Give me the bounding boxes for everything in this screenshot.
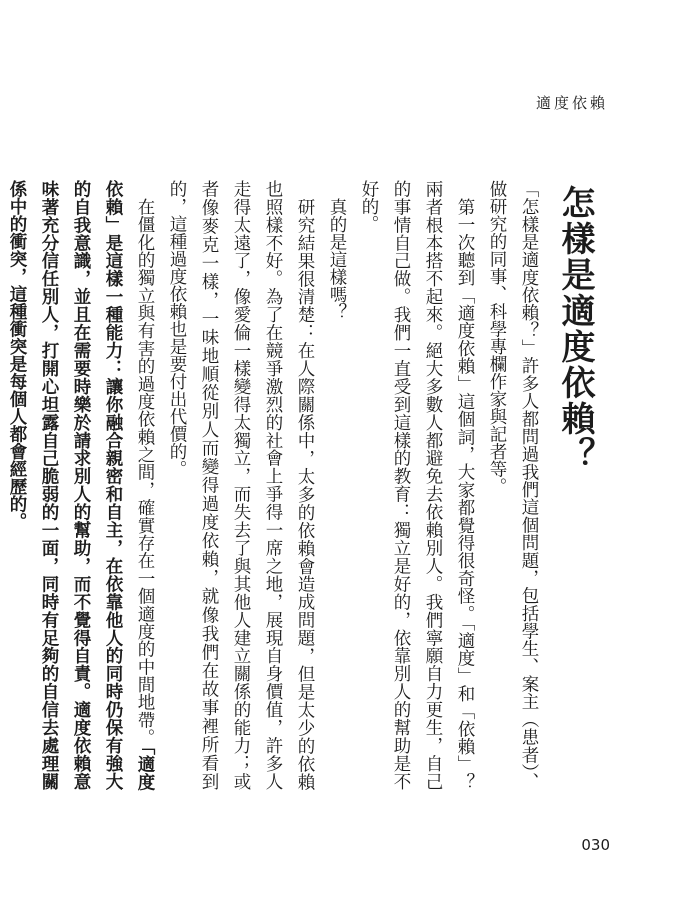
paragraph-5 bbox=[1, 180, 161, 790]
running-header: 適度依賴 bbox=[535, 94, 608, 112]
body-text bbox=[7, 180, 545, 791]
paragraph-6 bbox=[0, 180, 1, 790]
paragraph-5-lead: 在僵化的獨立與有害的過度依賴之間，確實存在一個適度的中間地帶。 bbox=[135, 197, 155, 746]
paragraph-4: 研究結果很清楚：在人際關係中，太多的依賴會造成問題，但是太少的依賴也照樣不好。為了在競爭激烈的社會上爭得一席之地，展現自身價值，許多人走得太遠了，像愛倫一樣變得太獨立，而失去了與其他人建立關係的能力；或者像麥克一樣，一味地順從別人而變得過度依賴，就像我們在故事裡所看到的，這種過度依賴也是要付出代價的。 bbox=[167, 180, 315, 790]
paragraph-5-emphasis: 「適度依賴」是這樣一種能力：讓你融合親密和自主，在依靠他人的同時仍保有強大的自我意識，並且在需要時樂於請求別人的幫助，而不覺得自責。適度依賴意味著充分信任別人，打開心坦露自己脆弱的一面，同時有足夠的自信去處理關係中的衝突，這種衝突是每個人都會經歷的。 bbox=[7, 180, 155, 791]
page-number: 030 bbox=[581, 836, 610, 854]
paragraph-1: 「怎樣是適度依賴？」許多人都問過我們這個問題，包括學生、案主（患者）、做研究的同事、科學專欄作家與記者等。 bbox=[487, 180, 539, 790]
paragraph-2: 第一次聽到「適度依賴」這個詞，大家都覺得很奇怪。「適度」和「依賴」？兩者根本搭不起來。絕大多數人都避免去依賴別人。我們寧願自力更生，自己的事情自己做。我們一直受到這樣的教育：獨立是好的，依靠別人的幫助是不好的。 bbox=[359, 180, 475, 790]
paragraph-3: 真的是這樣嗎？ bbox=[327, 197, 347, 320]
chapter-title: 怎樣是適度依賴？ bbox=[555, 185, 595, 473]
